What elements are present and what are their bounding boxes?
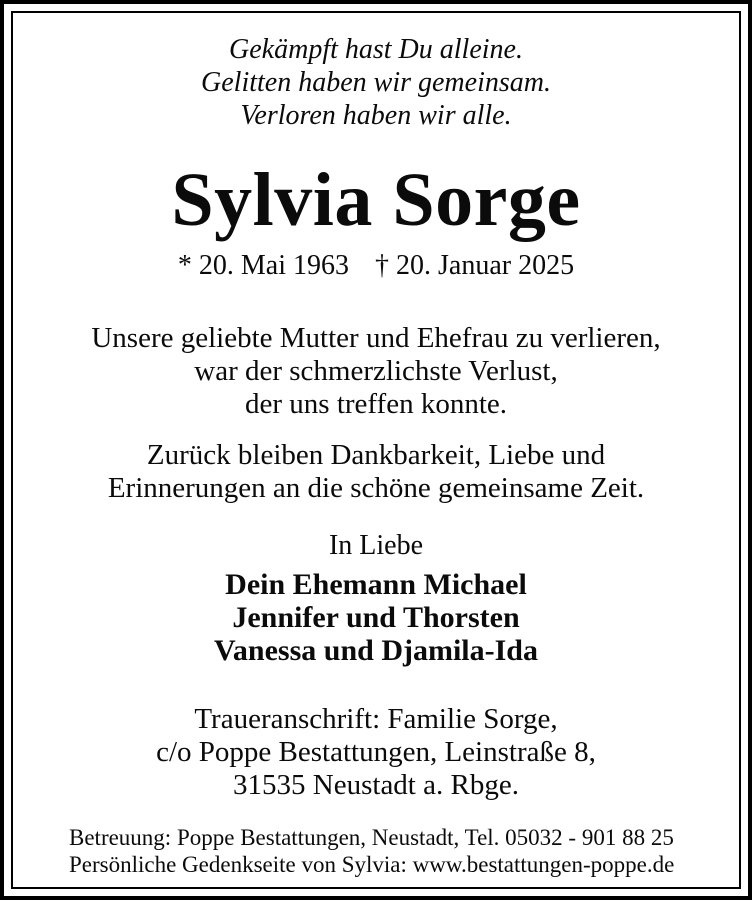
birth-date: * 20. Mai 1963 <box>177 250 350 281</box>
death-date: † 20. Januar 2025 <box>375 250 575 281</box>
mourner-line: Dein Ehemann Michael <box>225 568 527 601</box>
epigraph-line: Gelitten haben wir gemeinsam. <box>201 67 551 98</box>
tribute-paragraph <box>27 322 725 421</box>
obituary-content <box>27 33 725 889</box>
address-line: 31535 Neustadt a. Rbge. <box>233 769 519 801</box>
address-line: Traueranschrift: Familie Sorge, <box>194 703 558 735</box>
tribute-line: Unsere geliebte Mutter und Ehefrau zu verlieren, <box>91 322 661 354</box>
memorial-site-link: Persönliche Gedenkseite von Sylvia: www.bestattungen-poppe.de <box>69 852 675 877</box>
epigraph-line: Verloren haben wir alle. <box>240 100 512 131</box>
inner-border-frame <box>11 11 741 889</box>
funeral-home-info <box>27 824 725 878</box>
gratitude-line: Erinnerungen an die schöne gemeinsame Zeit. <box>107 472 645 504</box>
epigraph-verse <box>27 33 725 132</box>
epigraph-line: Gekämpft hast Du alleine. <box>229 34 523 65</box>
mourning-address <box>27 703 725 802</box>
gratitude-paragraph <box>27 439 725 505</box>
deceased-name: Sylvia Sorge <box>171 158 581 242</box>
mourner-line: Jennifer und Thorsten <box>232 601 520 634</box>
funeral-home-contact: Betreuung: Poppe Bestattungen, Neustadt, Tel. 05032 - 901 88 25 <box>69 825 674 850</box>
life-dates <box>27 249 725 282</box>
gratitude-line: Zurück bleiben Dankbarkeit, Liebe und <box>146 439 606 471</box>
address-line: c/o Poppe Bestattungen, Leinstraße 8, <box>156 736 596 768</box>
mourner-line: Vanessa und Djamila-Ida <box>214 634 538 667</box>
tribute-line: war der schmerzlichste Verlust, <box>194 355 558 387</box>
tribute-line: der uns treffen konnte. <box>245 388 507 420</box>
mourners-list <box>27 568 725 667</box>
salutation: In Liebe <box>328 530 424 561</box>
